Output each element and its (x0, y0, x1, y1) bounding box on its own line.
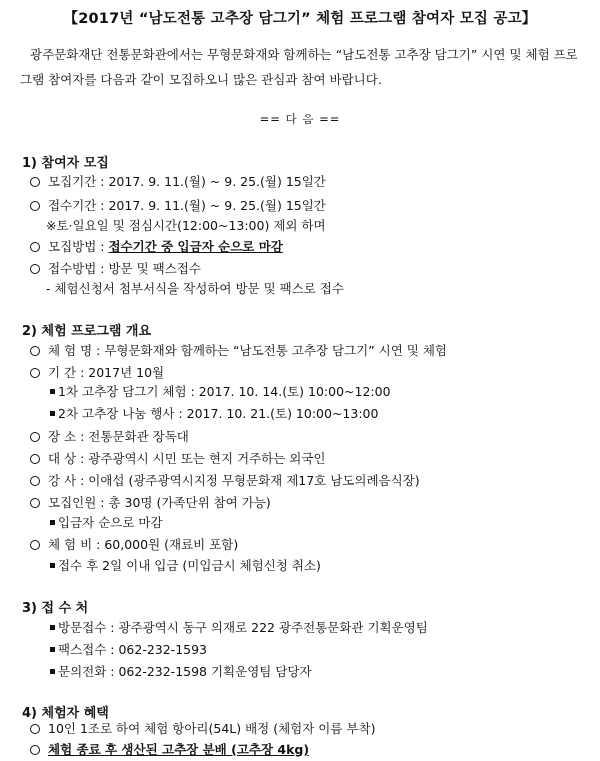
square-bullet-icon (50, 647, 55, 652)
place-item: 장 소 : 전통문화관 장독대 (30, 427, 580, 447)
circle-bullet-icon (30, 201, 40, 211)
circle-bullet-icon (30, 745, 40, 755)
circle-bullet-icon (30, 242, 40, 252)
session1-item: 1차 고추장 담그기 체험 : 2017. 10. 14.(토) 10:00~12:00 (50, 382, 391, 402)
apply-method-note: - 체험신청서 첨부서식을 작성하여 방문 및 팩스로 접수 (46, 281, 344, 296)
section3-heading: 3) 접 수 처 (22, 601, 89, 616)
section1-heading: 1) 참여자 모집 (22, 156, 109, 171)
circle-bullet-icon (30, 346, 40, 356)
circle-bullet-icon (30, 432, 40, 442)
square-bullet-icon (50, 625, 55, 630)
apply-method-item: 접수방법 : 방문 및 팩스접수 (30, 259, 580, 279)
circle-bullet-icon (30, 264, 40, 274)
receipt-period-item: 접수기간 : 2017. 9. 11.(월) ~ 9. 25.(월) 15일간 (30, 196, 580, 216)
recruit-method-item: 모집방법 : 접수기간 중 입금자 순으로 마감 (30, 237, 580, 257)
circle-bullet-icon (30, 724, 40, 734)
program-name-item: 체 험 명 : 무형문화재와 함께하는 “남도전통 고추장 담그기” 시연 및 체험 (30, 341, 580, 361)
target-item: 대 상 : 광주광역시 시민 또는 현지 거주하는 외국인 (30, 449, 580, 469)
receipt-note: ※토·일요일 및 점심시간(12:00~13:00) 제외 하며 (46, 218, 326, 233)
document-title: 【2017년 “남도전통 고추장 담그기” 체험 프로그램 참여자 모집 공고】 (63, 11, 537, 27)
section2-heading: 2) 체험 프로그램 개요 (22, 324, 152, 339)
square-bullet-icon (50, 411, 55, 416)
benefit2-item: 체험 종료 후 생산된 고추장 분배 (고추장 4kg) (30, 740, 580, 760)
fee-note: 접수 후 2일 이내 입금 (미입금시 체험신청 취소) (50, 556, 321, 576)
fax-receipt-item: 팩스접수 : 062-232-1593 (50, 640, 207, 660)
square-bullet-icon (50, 389, 55, 394)
recruit-method-value: 접수기간 중 입금자 순으로 마감 (108, 239, 283, 254)
program-period-item: 기 간 : 2017년 10월 (30, 363, 580, 383)
square-bullet-icon (50, 563, 55, 568)
circle-bullet-icon (30, 368, 40, 378)
capacity-note: 입금자 순으로 마감 (50, 513, 163, 533)
visit-receipt-item: 방문접수 : 광주광역시 동구 의재로 222 광주전통문화관 기획운영팀 (50, 618, 428, 638)
session2-item: 2차 고추장 나눔 행사 : 2017. 10. 21.(토) 10:00~13:00 (50, 404, 378, 424)
intro-paragraph: 광주문화재단 전통문화관에서는 무형문화재와 함께하는 “남도전통 고추장 담그기” 시연 및 체험 프로그램 참여자를 다음과 같이 모집하오니 많은 관심과 참여 바랍니다. (20, 47, 578, 87)
separator-text: == 다 음 == (259, 112, 341, 126)
recruit-period-item: 모집기간 : 2017. 9. 11.(월) ~ 9. 25.(월) 15일간 (30, 172, 580, 192)
capacity-item: 모집인원 : 총 30명 (가족단위 참여 가능) (30, 493, 580, 513)
section4-heading: 4) 체험자 혜택 (22, 706, 109, 721)
square-bullet-icon (50, 520, 55, 525)
circle-bullet-icon (30, 540, 40, 550)
circle-bullet-icon (30, 498, 40, 508)
fee-item: 체 험 비 : 60,000원 (재료비 포함) (30, 535, 580, 555)
circle-bullet-icon (30, 454, 40, 464)
benefit1-item: 10인 1조로 하여 체험 항아리(54L) 배정 (체험자 이름 부착) (30, 719, 580, 739)
instructor-item: 강 사 : 이애섭 (광주광역시지정 무형문화재 제17호 남도의례음식장) (30, 471, 580, 491)
circle-bullet-icon (30, 476, 40, 486)
phone-inquiry-item: 문의전화 : 062-232-1598 기획운영팀 담당자 (50, 662, 312, 682)
circle-bullet-icon (30, 177, 40, 187)
square-bullet-icon (50, 669, 55, 674)
